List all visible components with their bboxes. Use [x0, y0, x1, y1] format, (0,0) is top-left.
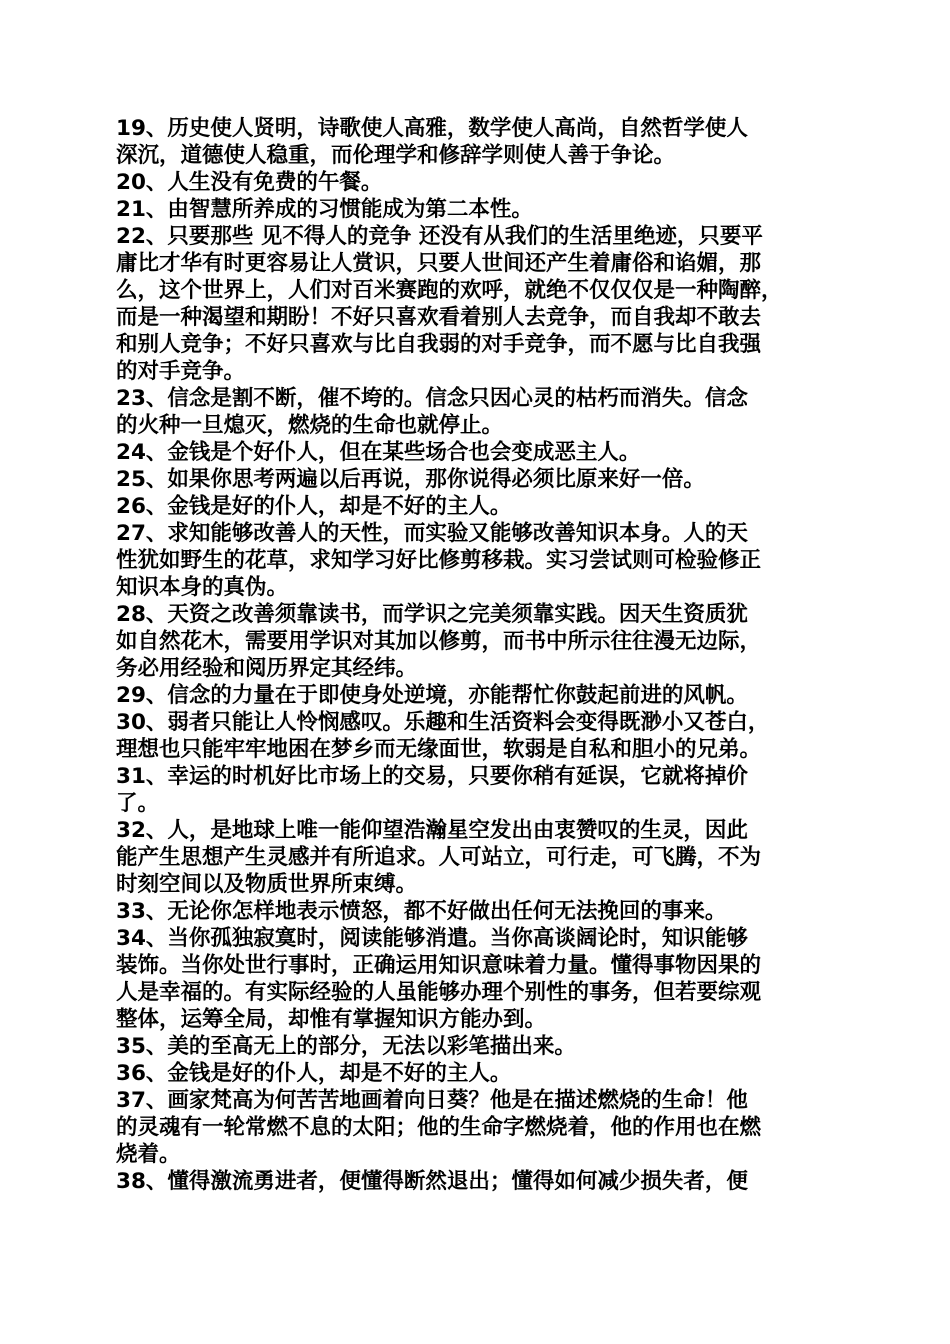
text-line: 33、无论你怎样地表示愤怒，都不好做出任何无法挽回的事来。: [116, 899, 727, 924]
text-line: 25、如果你思考两遍以后再说，那你说得必须比原来好一倍。: [116, 467, 705, 492]
text-line: 36、金钱是好的仆人，却是不好的主人。: [116, 1061, 512, 1086]
text-line: 27、求知能够改善人的天性，而实验又能够改善知识本身。人的天: [116, 521, 748, 546]
text-line: 而是一种渴望和期盼！不好只喜欢看着别人去竞争，而自我却不敢去: [116, 305, 762, 330]
text-line: 23、信念是割不断，催不垮的。信念只因心灵的枯朽而消失。信念: [116, 386, 748, 411]
text-line: 装饰。当你处世行事时，正确运用知识意味着力量。懂得事物因果的: [116, 953, 762, 978]
text-line: 烧着。: [116, 1142, 181, 1167]
text-line: 了。: [116, 791, 160, 816]
quote-list: [116, 115, 840, 1195]
text-line: 38、懂得激流勇进者，便懂得断然退出；懂得如何减少损失者，便: [116, 1169, 748, 1194]
text-line: 26、金钱是好的仆人，却是不好的主人。: [116, 494, 512, 519]
text-line: 性犹如野生的花草，求知学习好比修剪移栽。实习尝试则可检验修正: [116, 548, 762, 573]
text-line: 和别人竞争；不好只喜欢与比自我弱的对手竞争，而不愿与比自我强: [116, 332, 762, 357]
text-line: 21、由智慧所养成的习惯能成为第二本性。: [116, 197, 533, 222]
text-line: 20、人生没有免费的午餐。: [116, 170, 383, 195]
text-line: 31、幸运的时机好比市场上的交易，只要你稍有延误，它就将掉价: [116, 764, 748, 789]
text-line: 30、弱者只能让人怜悯感叹。乐趣和生活资料会变得既渺小又苍白，: [116, 710, 770, 735]
text-line: 的对手竞争。: [116, 359, 246, 384]
text-line: 28、天资之改善须靠读书，而学识之完美须靠实践。因天生资质犹: [116, 602, 748, 627]
text-line: 19、历史使人贤明，诗歌使人高雅，数学使人高尚，自然哲学使人: [116, 116, 748, 141]
text-line: 的火种一旦熄灭，燃烧的生命也就停止。: [116, 413, 504, 438]
text-line: 能产生思想产生灵感并有所追求。人可站立，可行走，可飞腾，不为: [116, 845, 762, 870]
text-line: 29、信念的力量在于即使身处逆境，亦能帮忙你鼓起前进的风帆。: [116, 683, 748, 708]
text-line: 32、人，是地球上唯一能仰望浩瀚星空发出由衷赞叹的生灵，因此: [116, 818, 748, 843]
text-line: 时刻空间以及物质世界所束缚。: [116, 872, 418, 897]
text-line: 35、美的至高无上的部分，无法以彩笔描出来。: [116, 1034, 576, 1059]
text-line: 整体，运筹全局，却惟有掌握知识方能办到。: [116, 1007, 547, 1032]
text-line: 务必用经验和阅历界定其经纬。: [116, 656, 418, 681]
text-line: 庸比才华有时更容易让人赏识，只要人世间还产生着庸俗和谄媚，那: [116, 251, 762, 276]
text-line: 人是幸福的。有实际经验的人虽能够办理个别性的事务，但若要综观: [116, 980, 762, 1005]
text-line: 34、当你孤独寂寞时，阅读能够消遣。当你高谈阔论时，知识能够: [116, 926, 748, 951]
text-line: 深沉，道德使人稳重，而伦理学和修辞学则使人善于争论。: [116, 143, 676, 168]
text-line: 22、只要那些 见不得人的竞争 还没有从我们的生活里绝迹，只要平: [116, 224, 763, 249]
text-line: 的灵魂有一轮常燃不息的太阳；他的生命字燃烧着，他的作用也在燃: [116, 1115, 762, 1140]
text-line: 么，这个世界上，人们对百米赛跑的欢呼，就绝不仅仅仅是一种陶醉，: [116, 278, 783, 303]
text-line: 24、金钱是个好仆人，但在某些场合也会变成恶主人。: [116, 440, 641, 465]
text-line: 如自然花木，需要用学识对其加以修剪，而书中所示往往漫无边际，: [116, 629, 762, 654]
text-line: 知识本身的真伪。: [116, 575, 289, 600]
text-line: 理想也只能牢牢地困在梦乡而无缘面世，软弱是自私和胆小的兄弟。: [116, 737, 762, 762]
text-line: 37、画家梵高为何苦苦地画着向日葵？他是在描述燃烧的生命！他: [116, 1088, 748, 1113]
